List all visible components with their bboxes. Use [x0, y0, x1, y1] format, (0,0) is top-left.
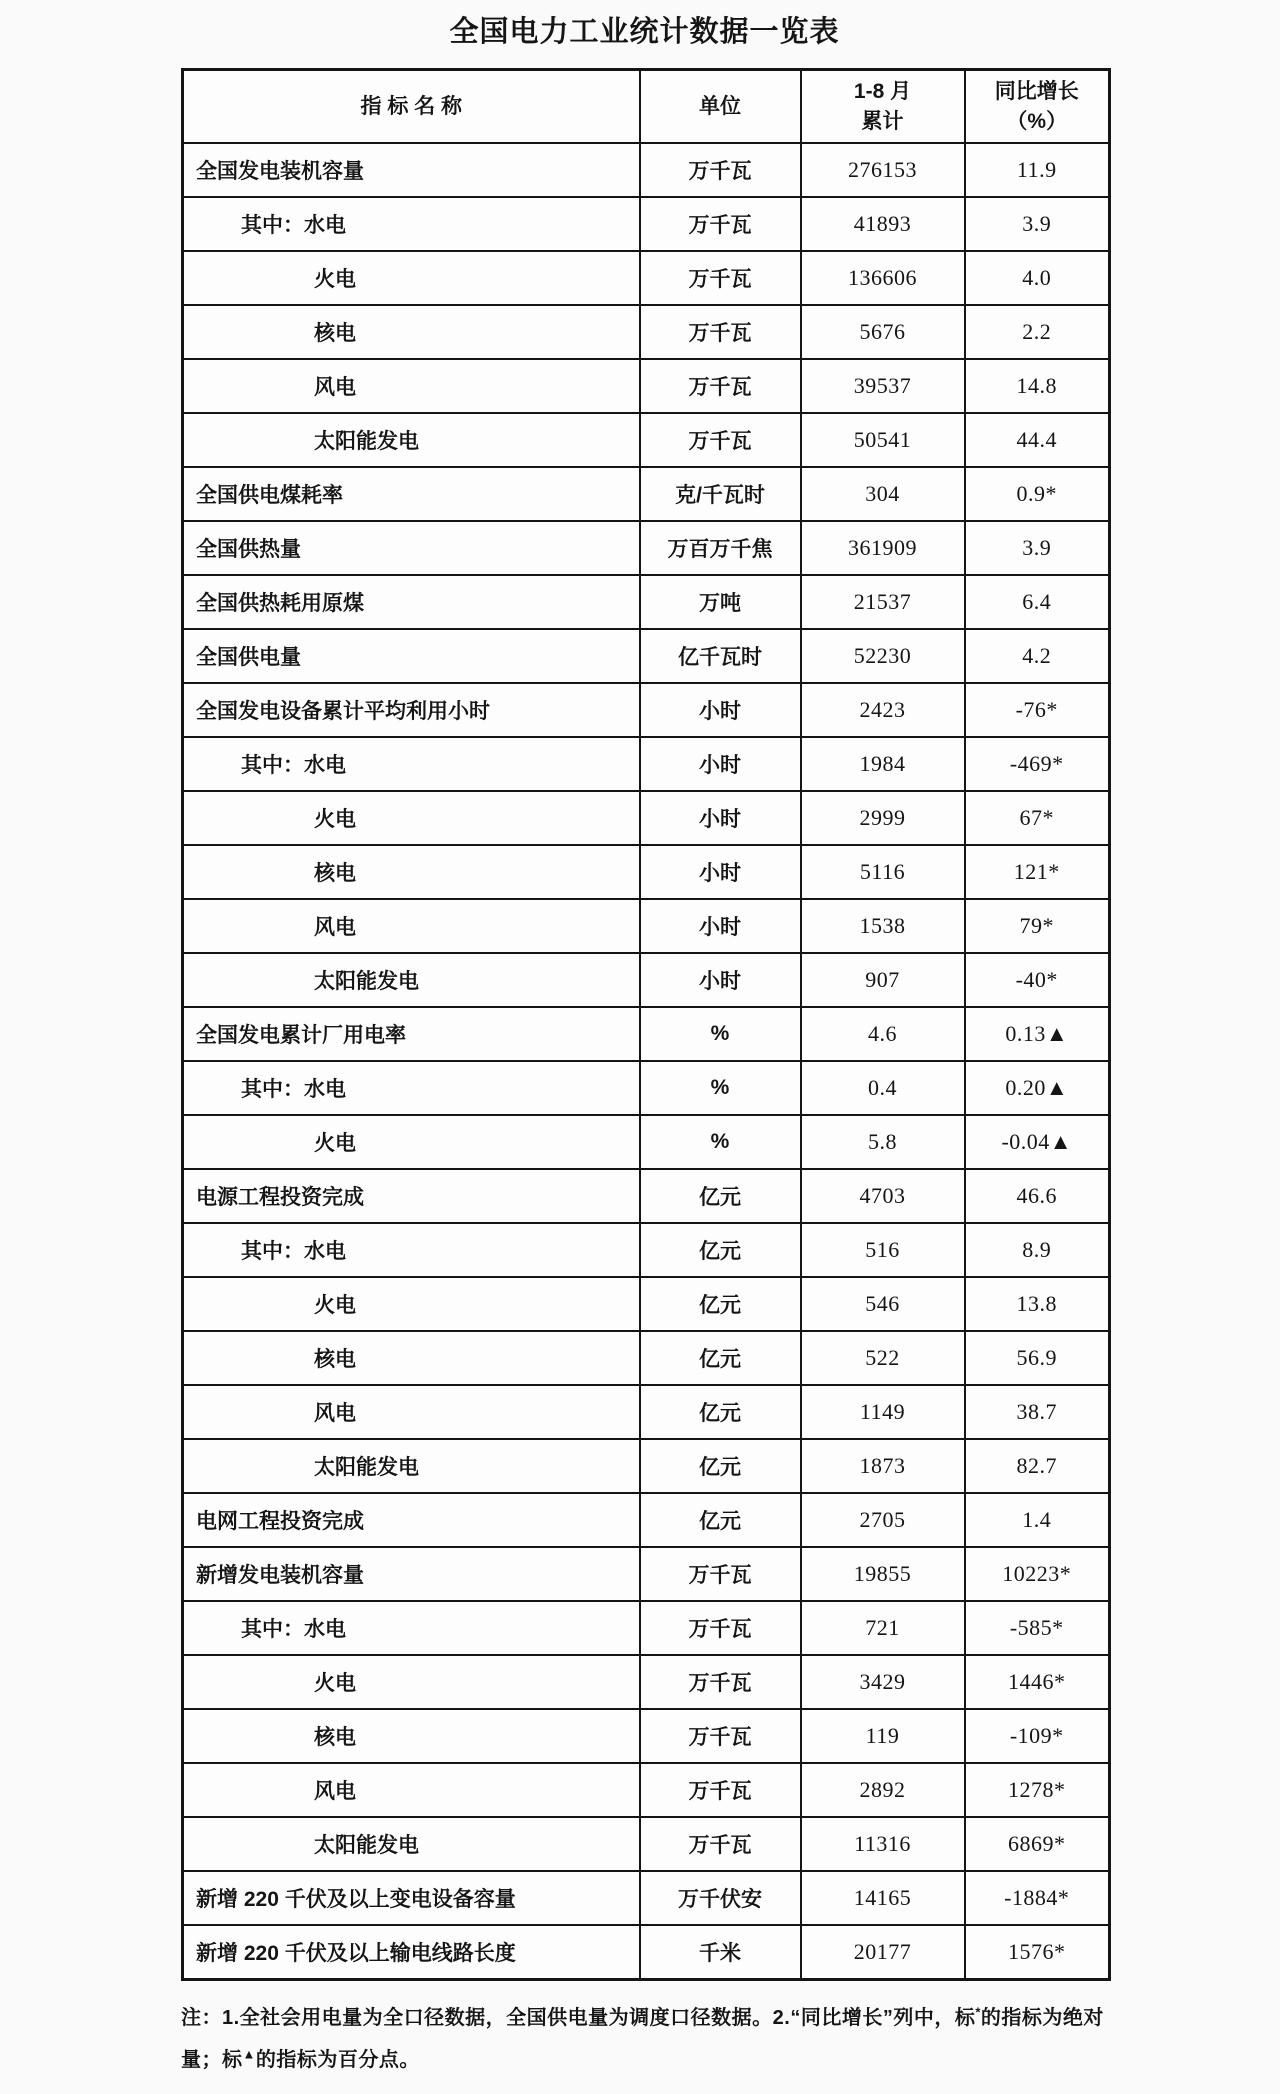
- unit-cell: 亿元: [640, 1331, 801, 1385]
- growth-cell: 44.4: [965, 413, 1110, 467]
- unit-cell: 万千瓦: [640, 359, 801, 413]
- table-row: [183, 845, 1110, 899]
- unit-cell: 万千伏安: [640, 1871, 801, 1925]
- unit-cell: %: [640, 1061, 801, 1115]
- header-period-line2: 累计: [861, 109, 904, 133]
- growth-cell: 6869*: [965, 1817, 1110, 1871]
- unit-cell: 万千瓦: [640, 1709, 801, 1763]
- value-cell: 546: [801, 1277, 965, 1331]
- row-label-cell: 风电: [183, 359, 640, 413]
- unit-cell: 万千瓦: [640, 1655, 801, 1709]
- value-cell: 516: [801, 1223, 965, 1277]
- value-cell: 2892: [801, 1763, 965, 1817]
- value-cell: 4703: [801, 1169, 965, 1223]
- table-row: [183, 1331, 1110, 1385]
- growth-cell: 3.9: [965, 521, 1110, 575]
- stats-table: [181, 68, 1111, 1981]
- row-label-cell: 其中：水电: [183, 737, 640, 791]
- header-indicator: 指 标 名 称: [183, 70, 640, 144]
- table-row: [183, 143, 1110, 197]
- header-unit: 单位: [640, 70, 801, 144]
- unit-cell: 亿千瓦时: [640, 629, 801, 683]
- unit-cell: 千米: [640, 1925, 801, 1980]
- header-growth: [965, 70, 1110, 144]
- row-label-cell: 太阳能发电: [183, 413, 640, 467]
- header-growth-line2: （%）: [1006, 109, 1068, 133]
- row-label-cell: 核电: [183, 305, 640, 359]
- table-row: [183, 1547, 1110, 1601]
- unit-cell: 万千瓦: [640, 413, 801, 467]
- page-title: 全国电力工业统计数据一览表: [449, 16, 840, 48]
- unit-cell: 小时: [640, 845, 801, 899]
- value-cell: 1873: [801, 1439, 965, 1493]
- unit-cell: 小时: [640, 791, 801, 845]
- row-label-cell: 新增发电装机容量: [183, 1547, 640, 1601]
- value-cell: 0.4: [801, 1061, 965, 1115]
- unit-cell: 亿元: [640, 1223, 801, 1277]
- row-label-cell: 全国供热耗用原煤: [183, 575, 640, 629]
- row-label-cell: 其中：水电: [183, 1223, 640, 1277]
- value-cell: 304: [801, 467, 965, 521]
- table-row: [183, 737, 1110, 791]
- growth-cell: -0.04▲: [965, 1115, 1110, 1169]
- growth-cell: 121*: [965, 845, 1110, 899]
- unit-cell: 小时: [640, 683, 801, 737]
- growth-cell: 2.2: [965, 305, 1110, 359]
- growth-cell: 0.20▲: [965, 1061, 1110, 1115]
- unit-cell: 万吨: [640, 575, 801, 629]
- value-cell: 5116: [801, 845, 965, 899]
- table-row: [183, 1871, 1110, 1925]
- value-cell: 361909: [801, 521, 965, 575]
- table-row: [183, 791, 1110, 845]
- growth-cell: -1884*: [965, 1871, 1110, 1925]
- growth-cell: 6.4: [965, 575, 1110, 629]
- growth-cell: 4.0: [965, 251, 1110, 305]
- growth-cell: 11.9: [965, 143, 1110, 197]
- unit-cell: 亿元: [640, 1169, 801, 1223]
- row-label-cell: 太阳能发电: [183, 1817, 640, 1871]
- row-label-cell: 全国供热量: [183, 521, 640, 575]
- value-cell: 1984: [801, 737, 965, 791]
- value-cell: 41893: [801, 197, 965, 251]
- value-cell: 3429: [801, 1655, 965, 1709]
- unit-cell: 万千瓦: [640, 1547, 801, 1601]
- row-label-cell: 电源工程投资完成: [183, 1169, 640, 1223]
- table-row: [183, 1223, 1110, 1277]
- value-cell: 19855: [801, 1547, 965, 1601]
- growth-cell: 67*: [965, 791, 1110, 845]
- table-row: [183, 629, 1110, 683]
- unit-cell: 万千瓦: [640, 1601, 801, 1655]
- row-label-cell: 全国供电煤耗率: [183, 467, 640, 521]
- row-label-cell: 其中：水电: [183, 1601, 640, 1655]
- footnote-superscript: ▲: [242, 2046, 256, 2062]
- row-label-cell: 全国发电设备累计平均利用小时: [183, 683, 640, 737]
- table-row: [183, 953, 1110, 1007]
- unit-cell: 亿元: [640, 1277, 801, 1331]
- growth-cell: 46.6: [965, 1169, 1110, 1223]
- growth-cell: 8.9: [965, 1223, 1110, 1277]
- value-cell: 2999: [801, 791, 965, 845]
- unit-cell: 亿元: [640, 1439, 801, 1493]
- header-period-line1: 1-8 月: [853, 79, 912, 103]
- value-cell: 11316: [801, 1817, 965, 1871]
- row-label-cell: 全国发电累计厂用电率: [183, 1007, 640, 1061]
- row-label-cell: 火电: [183, 791, 640, 845]
- table-row: [183, 521, 1110, 575]
- content-area: [181, 10, 1108, 2081]
- row-label-cell: 太阳能发电: [183, 953, 640, 1007]
- value-cell: 276153: [801, 143, 965, 197]
- row-label-cell: 火电: [183, 1277, 640, 1331]
- growth-cell: 1.4: [965, 1493, 1110, 1547]
- header-growth-line1: 同比增长: [994, 79, 1079, 103]
- row-label-cell: 火电: [183, 1115, 640, 1169]
- value-cell: 522: [801, 1331, 965, 1385]
- row-label-cell: 风电: [183, 1385, 640, 1439]
- unit-cell: 小时: [640, 737, 801, 791]
- value-cell: 50541: [801, 413, 965, 467]
- table-row: [183, 1817, 1110, 1871]
- value-cell: 39537: [801, 359, 965, 413]
- value-cell: 1538: [801, 899, 965, 953]
- table-row: [183, 467, 1110, 521]
- growth-cell: 79*: [965, 899, 1110, 953]
- unit-cell: 克/千瓦时: [640, 467, 801, 521]
- unit-cell: 万百万千焦: [640, 521, 801, 575]
- table-header: [183, 70, 1110, 144]
- row-label-cell: 新增 220 千伏及以上变电设备容量: [183, 1871, 640, 1925]
- table-row: [183, 1169, 1110, 1223]
- growth-cell: -109*: [965, 1709, 1110, 1763]
- table-row: [183, 413, 1110, 467]
- value-cell: 2705: [801, 1493, 965, 1547]
- row-label-cell: 其中：水电: [183, 197, 640, 251]
- growth-cell: -40*: [965, 953, 1110, 1007]
- row-label-cell: 核电: [183, 1331, 640, 1385]
- unit-cell: 万千瓦: [640, 143, 801, 197]
- header-period: [801, 70, 965, 144]
- growth-cell: 1446*: [965, 1655, 1110, 1709]
- value-cell: 907: [801, 953, 965, 1007]
- footnote: 注：1.全社会用电量为全口径数据，全国供电量为调度口径数据。2.“同比增长”列中，标*的指标为绝对量；标▲的指标为百分点。: [181, 2004, 1104, 2071]
- unit-cell: %: [640, 1115, 801, 1169]
- unit-cell: 小时: [640, 899, 801, 953]
- value-cell: 21537: [801, 575, 965, 629]
- row-label-cell: 核电: [183, 1709, 640, 1763]
- row-label-cell: 风电: [183, 899, 640, 953]
- header-row: [183, 70, 1110, 144]
- table-row: [183, 359, 1110, 413]
- table-row: [183, 1115, 1110, 1169]
- table-row: [183, 899, 1110, 953]
- growth-cell: 1278*: [965, 1763, 1110, 1817]
- row-label-cell: 全国供电量: [183, 629, 640, 683]
- row-label-cell: 风电: [183, 1763, 640, 1817]
- table-row: [183, 1655, 1110, 1709]
- growth-cell: -469*: [965, 737, 1110, 791]
- value-cell: 2423: [801, 683, 965, 737]
- table-row: [183, 1925, 1110, 1980]
- unit-cell: 亿元: [640, 1385, 801, 1439]
- unit-cell: 亿元: [640, 1493, 801, 1547]
- growth-cell: 38.7: [965, 1385, 1110, 1439]
- table-row: [183, 1061, 1110, 1115]
- growth-cell: 3.9: [965, 197, 1110, 251]
- unit-cell: 万千瓦: [640, 305, 801, 359]
- growth-cell: 14.8: [965, 359, 1110, 413]
- table-row: [183, 1601, 1110, 1655]
- row-label-cell: 核电: [183, 845, 640, 899]
- row-label-cell: 全国发电装机容量: [183, 143, 640, 197]
- value-cell: 136606: [801, 251, 965, 305]
- table-row: [183, 683, 1110, 737]
- table-row: [183, 251, 1110, 305]
- value-cell: 52230: [801, 629, 965, 683]
- value-cell: 4.6: [801, 1007, 965, 1061]
- growth-cell: 1576*: [965, 1925, 1110, 1980]
- row-label-cell: 新增 220 千伏及以上输电线路长度: [183, 1925, 640, 1980]
- unit-cell: 小时: [640, 953, 801, 1007]
- table-row: [183, 1493, 1110, 1547]
- value-cell: 721: [801, 1601, 965, 1655]
- growth-cell: -76*: [965, 683, 1110, 737]
- value-cell: 20177: [801, 1925, 965, 1980]
- unit-cell: 万千瓦: [640, 1817, 801, 1871]
- row-label-cell: 火电: [183, 1655, 640, 1709]
- value-cell: 119: [801, 1709, 965, 1763]
- table-row: [183, 1277, 1110, 1331]
- table-row: [183, 1385, 1110, 1439]
- growth-cell: 82.7: [965, 1439, 1110, 1493]
- unit-cell: 万千瓦: [640, 197, 801, 251]
- table-row: [183, 305, 1110, 359]
- value-cell: 1149: [801, 1385, 965, 1439]
- table-body: [183, 143, 1110, 1980]
- table-row: [183, 1439, 1110, 1493]
- row-label-cell: 太阳能发电: [183, 1439, 640, 1493]
- value-cell: 5.8: [801, 1115, 965, 1169]
- table-row: [183, 197, 1110, 251]
- row-label-cell: 电网工程投资完成: [183, 1493, 640, 1547]
- growth-cell: 0.13▲: [965, 1007, 1110, 1061]
- growth-cell: 0.9*: [965, 467, 1110, 521]
- footnote-superscript: *: [975, 2004, 981, 2020]
- value-cell: 14165: [801, 1871, 965, 1925]
- table-row: [183, 1007, 1110, 1061]
- unit-cell: 万千瓦: [640, 1763, 801, 1817]
- growth-cell: 13.8: [965, 1277, 1110, 1331]
- table-row: [183, 575, 1110, 629]
- growth-cell: 10223*: [965, 1547, 1110, 1601]
- table-row: [183, 1763, 1110, 1817]
- row-label-cell: 其中：水电: [183, 1061, 640, 1115]
- table-row: [183, 1709, 1110, 1763]
- growth-cell: 56.9: [965, 1331, 1110, 1385]
- unit-cell: %: [640, 1007, 801, 1061]
- growth-cell: -585*: [965, 1601, 1110, 1655]
- unit-cell: 万千瓦: [640, 251, 801, 305]
- row-label-cell: 火电: [183, 251, 640, 305]
- growth-cell: 4.2: [965, 629, 1110, 683]
- value-cell: 5676: [801, 305, 965, 359]
